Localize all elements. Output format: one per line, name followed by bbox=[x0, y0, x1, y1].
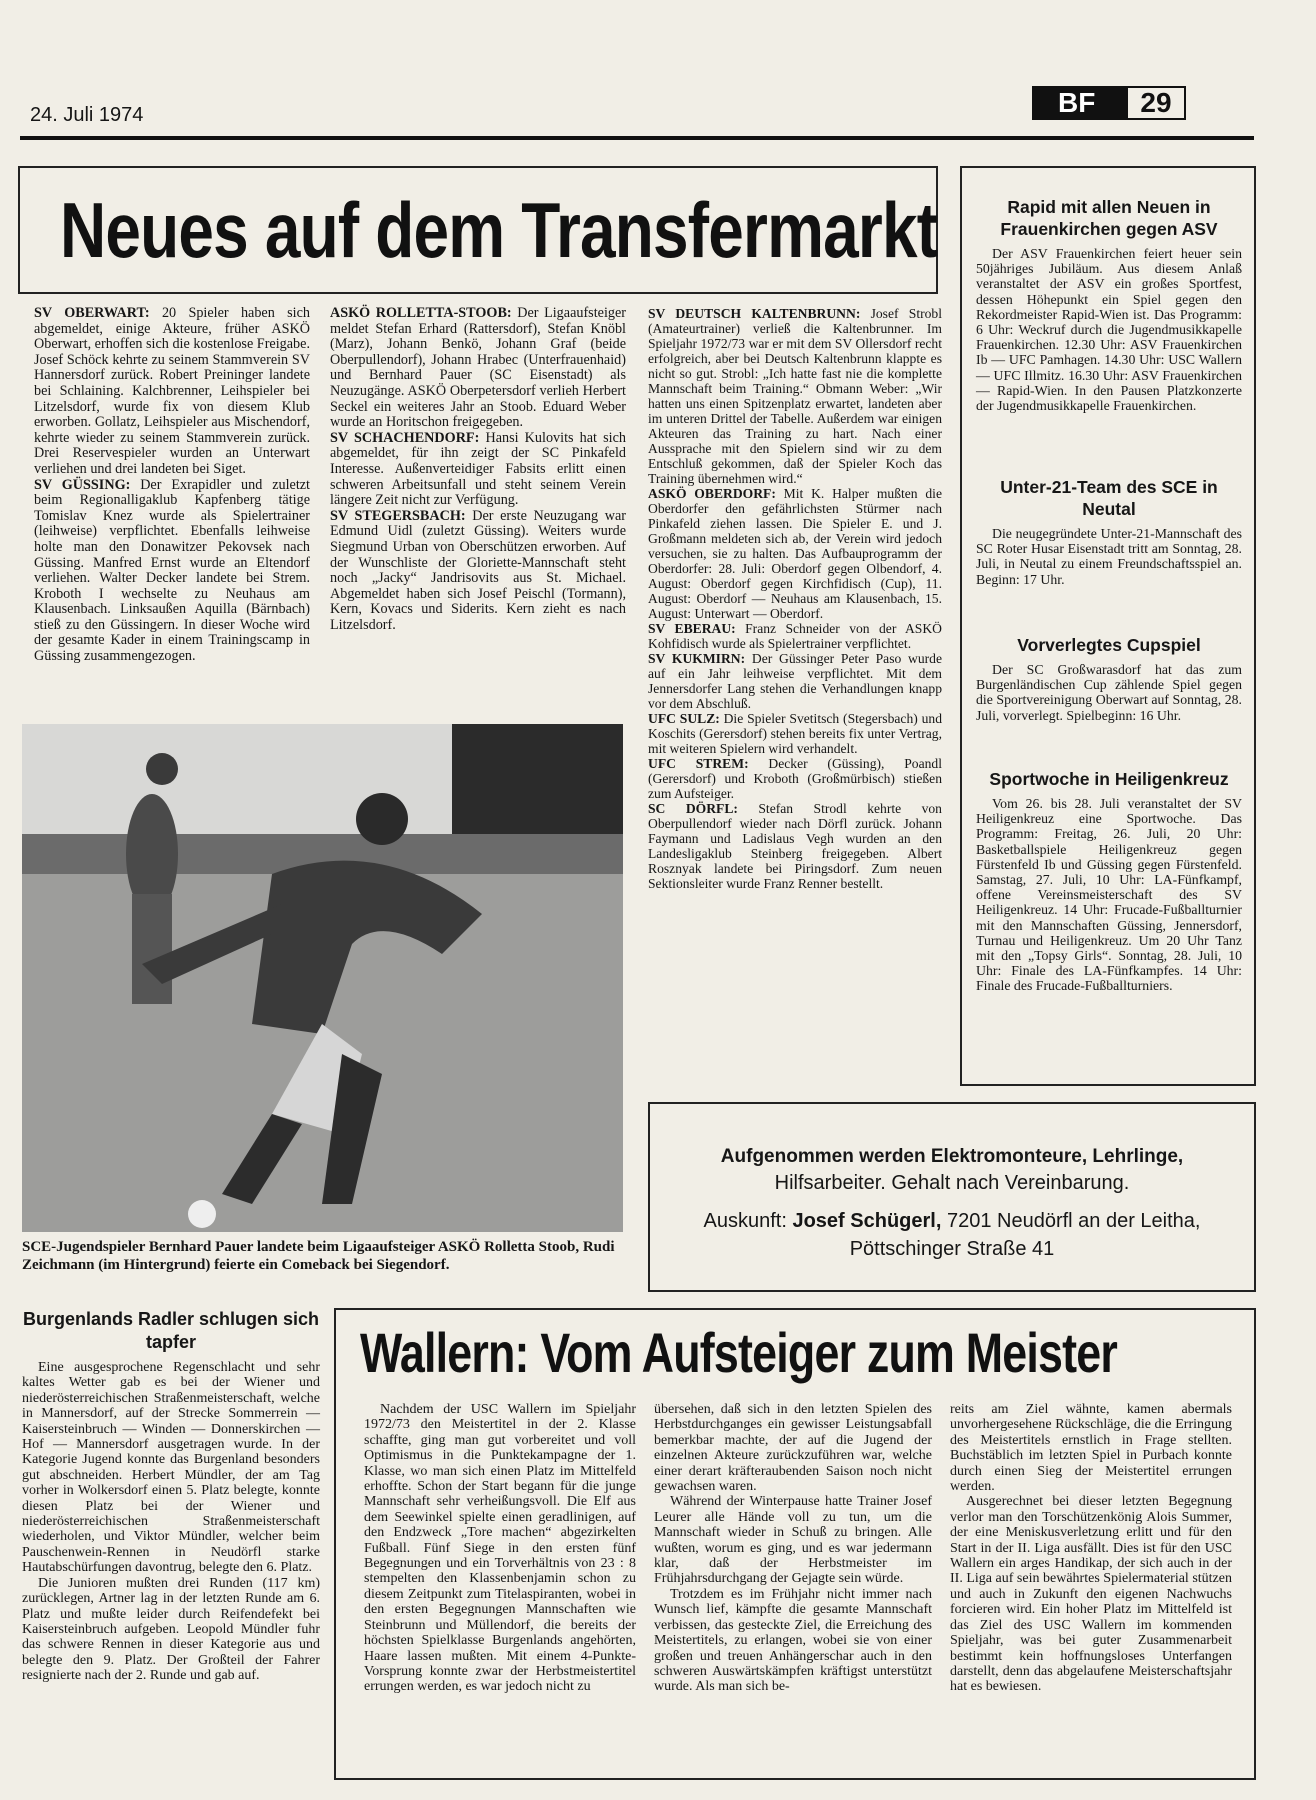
transfer-item: SC DÖRFL: Stefan Strodl kehrte von Oberpullendorf wieder nach Dörfl zurück. Johann Faymann und Ladislaus Vegh wurden an den Landesligaklub Steinberg freigegeben. Albert Rosznyak landete bei Piringsdorf. Zum neuen Sektionsleiter wurde Franz Renner bestellt. bbox=[648, 801, 942, 891]
transfer-item: SV KUKMIRN: Der Güssinger Peter Paso wurde auf ein Jahr leihweise verpflichtet. Mit dem Jennersdorfer Lang stehen die Verhandlungen knapp vor dem Abschluß. bbox=[648, 651, 943, 711]
ad-line-2: Hilfsarbeiter. Gehalt nach Vereinbarung. bbox=[774, 1172, 1130, 1194]
wallern-column-2: übersehen, daß sich in den letzten Spielen des Herbstdurchganges ein gewisser Leistungsabfall bemerkbar machte, der auf die Jugend der einzelnen Akteure zurückzuführen war, welche einer derart kräfteraubenden Saison noch nicht gewachsen waren. Während der Winterpause hatte Trainer Josef Leurer alle Hände voll zu tun, um die Mannschaft wieder in Schuß zu bringen. Alle wußten, worum es ging, und es war jedermann klar, daß der Herbstmeister im Frühjahrsdurchgang der Gejagte sein würde. Trotzdem es im Frühjahr nicht immer nach Wunsch lief, kämpfte die gesamte Mannschaft verbissen, das gesteckte Ziel, die Erreichung des Meistertitels, zu erlangen, wobei sie von einer großen und treuen Anhängerschar auch in den schweren Auswärtskämpfen kräftigst unterstützt wurde. Als man sich be- bbox=[654, 1402, 932, 1695]
transfer-item: ASKÖ ROLLETTA-STOOB: Der Ligaaufsteiger meldet Stefan Erhard (Rattersdorf), Stefan Knöbl (Marz), Johann Benkö, Johann Graf (beide Oberpullendorf), Johann Hrabec (Unterfrauenhaid) und Bernhard Pauer (SC Eisenstadt) als Neuzugänge. ASKÖ Oberpetersdorf verlieh Herbert Seckel ein weiteres Jahr an Stoob. Eduard Weber wurde an Horitschon freigegeben. bbox=[330, 305, 627, 431]
transfer-item: SV DEUTSCH KALTENBRUNN: Josef Strobl (Amateurtrainer) verließ die Kaltenbrunner. Im Spieljahr 1972/73 war er mit dem SV Ollersdorf recht erfolgreich, aber bei Deutsch Kaltenbrunn klappte es nicht so gut. Strobl: „Ich hatte fast nie die komplette Mannschaft beim Training.“ Obmann Weber: „Wir hatten uns einen Spitzenplatz erwartet, landeten aber im unteren Drittel der Tabelle. Außerdem war einigen Akteuren das Training zu hart. Nach einer Aussprache mit den Spielern sind wir zu dem Entschluß gekommen, daß der Spieler Koch das Training übernehmen wird.“ bbox=[648, 306, 943, 486]
sidebar-headline: Unter-21-Team des SCE in Neutal bbox=[1000, 477, 1218, 519]
header-rule bbox=[20, 136, 1254, 140]
sidebar-item bbox=[976, 196, 1242, 413]
sidebar-text: Die neugegründete Unter-21-Mannschaft des SC Roter Husar Eisenstadt tritt am Sonntag, 28. Juli, in Neutal zu einem Freundschaftsspiel an. Beginn: 17 Uhr. bbox=[976, 526, 1242, 587]
transfer-item: ASKÖ OBERDORF: Mit K. Halper mußten die Oberdorfer den gefährlichsten Stürmer nach Pinkafeld ziehen lassen. Die Spieler E. und J. Großmann meldeten sich ab, der Verein wird jedoch versuchen, sie zu halten. Das Aufbauprogramm der Oberdorfer: 28. Juli: Oberdorf gegen Olbendorf, 4. August: Oberdorf gegen Kirchfidisch (Cup), 11. August: Oberdorf — Neuhaus am Klausenbach, 15. August: Unterwart — Oberdorf. bbox=[648, 486, 942, 621]
transfer-headline-box bbox=[18, 166, 938, 294]
wallern-headline: Wallern: Vom Aufsteiger zum Meister bbox=[360, 1321, 1117, 1384]
transfer-item: SV OBERWART: 20 Spieler haben sich abgemeldet, einige Akteure, früher ASKÖ Oberwart, erhoffen sich die kostenlose Freigabe. Josef Schöck kehrte zu seinem Stammverein SV Hannersdorf zurück. Robert Preininger landete bei Schlaining. Kalchbrenner, Leihspieler bei Litzelsdorf, wurde fix von diesem Klub erworben. Gollatz, Leihspieler aus Mischendorf, kehrte wieder zu seinem Stammverein zurück. Drei Reservespieler wurden an Unterwart verliehen und drei landeten bei Siget. bbox=[34, 305, 310, 477]
transfer-headline: Neues auf dem Transfermarkt bbox=[60, 186, 938, 274]
job-ad-box bbox=[648, 1102, 1256, 1292]
wallern-column-3: reits am Ziel wähnte, kamen abermals unvorhergesehene Rückschläge, die die Erringung des Meistertitels ernstlich in Frage stellten. Buchstäblich im letzten Spiel in Purbach konnte durch einen Sieg der Meistertitel errungen werden. Ausgerechnet bei dieser letzten Begegnung verlor man den Torschützenkönig Alois Summer, der eine Meniskusverletzung erlitt und für den Start in der II. Liga ausfällt. Dies ist für den USC Wallern ein arges Handikap, der sich auch in der II. Liga auf sein bewährtes Spielermaterial stützen und auch in Zukunft den eigenen Nachwuchs forcieren wird. Ein hoher Platz im Mittelfeld ist das Ziel des USC Wallern im kommenden Spieljahr, was bei guter Zusammenarbeit bestimmt kein hoffnungsloses Unterfangen darstellt, denn das abgelaufene Meisterschaftsjahr hat es bewiesen. bbox=[950, 1402, 1232, 1695]
radler-headline: Burgenlands Radler schlugen sich tapfer bbox=[22, 1309, 320, 1352]
transfer-item: SV GÜSSING: Der Exrapidler und zuletzt beim Regionalligaklub Kapfenberg tätige Tomislav Knez wurde als Spielertrainer (leihweise) verpflichtet. Ebenfalls leihweise holte man den Donawitzer Pekovsek nach Güssing. Manfred Ernst wurde an Eltendorf verliehen. Walter Decker landete bei Strem. Kroboth I wechselte zu Neuhaus am Klausenbach. Linksaußen Aquilla (Bärnbach) stieß zu den Güssingern. In dieser Woche wird der gesamte Kader in einem Trainingscamp in Güssing zusammengezogen. bbox=[34, 476, 310, 665]
wallern-column-1: Nachdem der USC Wallern im Spieljahr 1972/73 den Meistertitel in der 2. Klasse schaffte, ging man gut vorbereitet und voll Optimismus in die Punktekampagne der 1. Klasse, wo man sich einen Platz im Mittelfeld erhoffte. Schon der Start begann für die junge Mannschaft sehr verheißungsvoll. Die Elf aus dem Seewinkel spielte einen geradlinigen, auf den Endzweck „Tore machen“ abgezirkelten Fußball. Fünf Siege in den ersten fünf Begegnungen und ein Torverhältnis von 23 : 8 stempelten den Klassenbenjamin schon zu diesem Zeitpunkt zum Titelaspiranten, wobei in den ersten Begegnungen Mannschaften wie Steinbrunn und Müllendorf, die bereits der höchsten Spielklasse Burgenlands angehörten, Haare lassen mußten. Mit einem 4-Punkte-Vorsprung konnte zwar der Herbstmeistertitel errungen werden, es war jedoch nicht zu bbox=[364, 1402, 636, 1695]
sidebar-headline: Vorverlegtes Cupspiel bbox=[1017, 635, 1201, 655]
sidebar-text: Vom 26. bis 28. Juli veranstaltet der SV Heiligenkreuz eine Sportwoche. Das Programm: Freitag, 26. Juli, 20 Uhr: Basketballspiele Heiligenkreuz gegen Fürstenfeld Ib und Güssing gegen Fürstenfeld. Samstag, 27. Juli, 10 Uhr: LA-Fünfkampf, offene Vereinsmeisterschaft des SV Heiligenkreuz. 14 Uhr: Frucade-Fußballturnier mit den Mannschaften Güssing, Jennersdorf, Turnau und Heiligenkreuz. Um 20 Uhr Tanz mit den „Topsy Girls“. Sonntag, 28. Juli, 10 Uhr: Finale des LA-Fünfkampfes. 14 Uhr: Finale des Frucade-Fußballturniers. bbox=[976, 796, 1242, 994]
sidebar-item bbox=[976, 634, 1242, 723]
ad-line-3: Auskunft: Josef Schügerl, 7201 Neudörfl an der Leitha, bbox=[703, 1210, 1201, 1232]
paper-masthead bbox=[1032, 86, 1186, 120]
transfer-column-3 bbox=[648, 306, 942, 891]
photo-caption: SCE-Jugendspieler Bernhard Pauer landete beim Ligaaufsteiger ASKÖ Rolletta Stoob, Rudi Zeichmann (im Hintergrund) feierte ein Comeback bei Siegendorf. bbox=[22, 1239, 615, 1273]
transfer-column-1 bbox=[34, 306, 310, 665]
paper-name: BF bbox=[1058, 87, 1096, 118]
transfer-item: UFC SULZ: Die Spieler Svetitsch (Stegersbach) und Koschits (Gerersdorf) stehen bereits fix unter Vertrag, mit weiteren Spielern wird verhandelt. bbox=[648, 711, 942, 756]
ad-line-1: Aufgenommen werden Elektromonteure, Lehrlinge, bbox=[720, 1146, 1184, 1167]
sidebar-headline: Rapid mit allen Neuen in Frauenkirchen gegen ASV bbox=[1000, 197, 1218, 239]
issue-date: 24. Juli 1974 bbox=[30, 104, 144, 126]
sidebar-text: Der ASV Frauenkirchen feiert heuer sein 50jähriges Jubiläum. Aus diesem Anlaß veranstaltet der ASV ein großes Sportfest, dessen Höhepunkt ein Spiel gegen den Rekordmeister Rapid-Wien ist. Das Programm: 6 Uhr: Weckruf durch die Jugendmusikkapelle Frauenkirchen. 12.30 Uhr: ASV Frauenkirchen Ib — UFC Pamhagen. 14.30 Uhr: USC Wallern — UFC Illmitz. 16.30 Uhr: ASV Frauenkirchen — Rapid-Wien. In den Pausen Platzkonzerte der Jugendmusikkapelle Frauenkirchen. bbox=[976, 246, 1242, 414]
transfer-item: SV SCHACHENDORF: Hansi Kulovits hat sich abgemeldet, für ihn zeigt der SC Pinkafeld Interesse. Außenverteidiger Fabsits erlitt einen schweren Arbeitsunfall und steht seinem Verein längere Zeit nicht zur Verfügung. bbox=[330, 429, 626, 509]
radler-text: Eine ausgesprochene Regenschlacht und sehr kaltes Wetter gab es bei der Wiener und niederösterreichischen Straßenmeisterschaft, welche in Mannersdorf, auf der Strecke Sommerrein — Kaisersteinbruch — Winden — Donnerskirchen — Hof — Mannersdorf ausgetragen wurde. In der Kategorie Jugend konnte das Burgenland besonders gut abschneiden. Herbert Mündler, der am Tag vorher in Wolkersdorf einen 5. Platz belegte, konnte diesen Platz bei der Wiener und niederösterreichischen Straßenmeisterschaft wiederholen, und Viktor Mündler, welcher beim Pauschenwein-Rennen in Neudörfl starke Hautabschürfungen davontrug, belegte den 6. Platz. Die Junioren mußten drei Runden (117 km) zurücklegen, Artner lag in der letzten Runde am 6. Platz und mußte leider durch Reifendefekt bei Kaisersteinbruch aufgeben. Leopold Mündler fuhr das schwere Rennen in dieser Kategorie aus und belegte den 9. Platz. Der Großteil der Fahrer resignierte nach der 2. Runde und gab auf. bbox=[22, 1360, 320, 1684]
sidebar-headline: Sportwoche in Heiligenkreuz bbox=[989, 769, 1229, 789]
sidebar-item bbox=[976, 768, 1242, 994]
transfer-item: SV EBERAU: Franz Schneider von der ASKÖ Kohfidisch wurde als Spielertrainer verpflichtet. bbox=[648, 621, 942, 651]
football-photo-image bbox=[22, 724, 623, 1232]
wallern-article-box bbox=[334, 1308, 1256, 1780]
transfer-item: SV STEGERSBACH: Der erste Neuzugang war Edmund Uidl (zuletzt Güssing). Weiters wurde Siegmund Urban von Oberschützen erworben. Auf der Wunschliste der Gloriette-Mannschaft steht noch „Jacky“ Jandrisovits aus St. Michael. Abgemeldet haben sich Josef Peischl (Tormann), Kern, Kovacs und Siderits. Kern zieht es nach Litzelsdorf. bbox=[330, 507, 626, 633]
sidebar-item bbox=[976, 476, 1242, 587]
page-number: 29 bbox=[1126, 86, 1186, 120]
ad-line-4: Pöttschinger Straße 41 bbox=[849, 1238, 1055, 1260]
football-photo bbox=[22, 724, 623, 1232]
sidebar-box bbox=[960, 166, 1256, 1086]
transfer-item: UFC STREM: Decker (Güssing), Poandl (Gerersdorf) und Kroboth (Großmürbisch) stießen zum Aufsteiger. bbox=[648, 756, 942, 801]
sidebar-text: Der SC Großwarasdorf hat das zum Burgenländischen Cup zählende Spiel gegen die Sportvereinigung Oberwart auf Sonntag, 28. Juli, vorverlegt. Spielbeginn: 16 Uhr. bbox=[976, 662, 1242, 723]
transfer-column-2 bbox=[330, 306, 626, 633]
radler-article bbox=[22, 1308, 320, 1684]
